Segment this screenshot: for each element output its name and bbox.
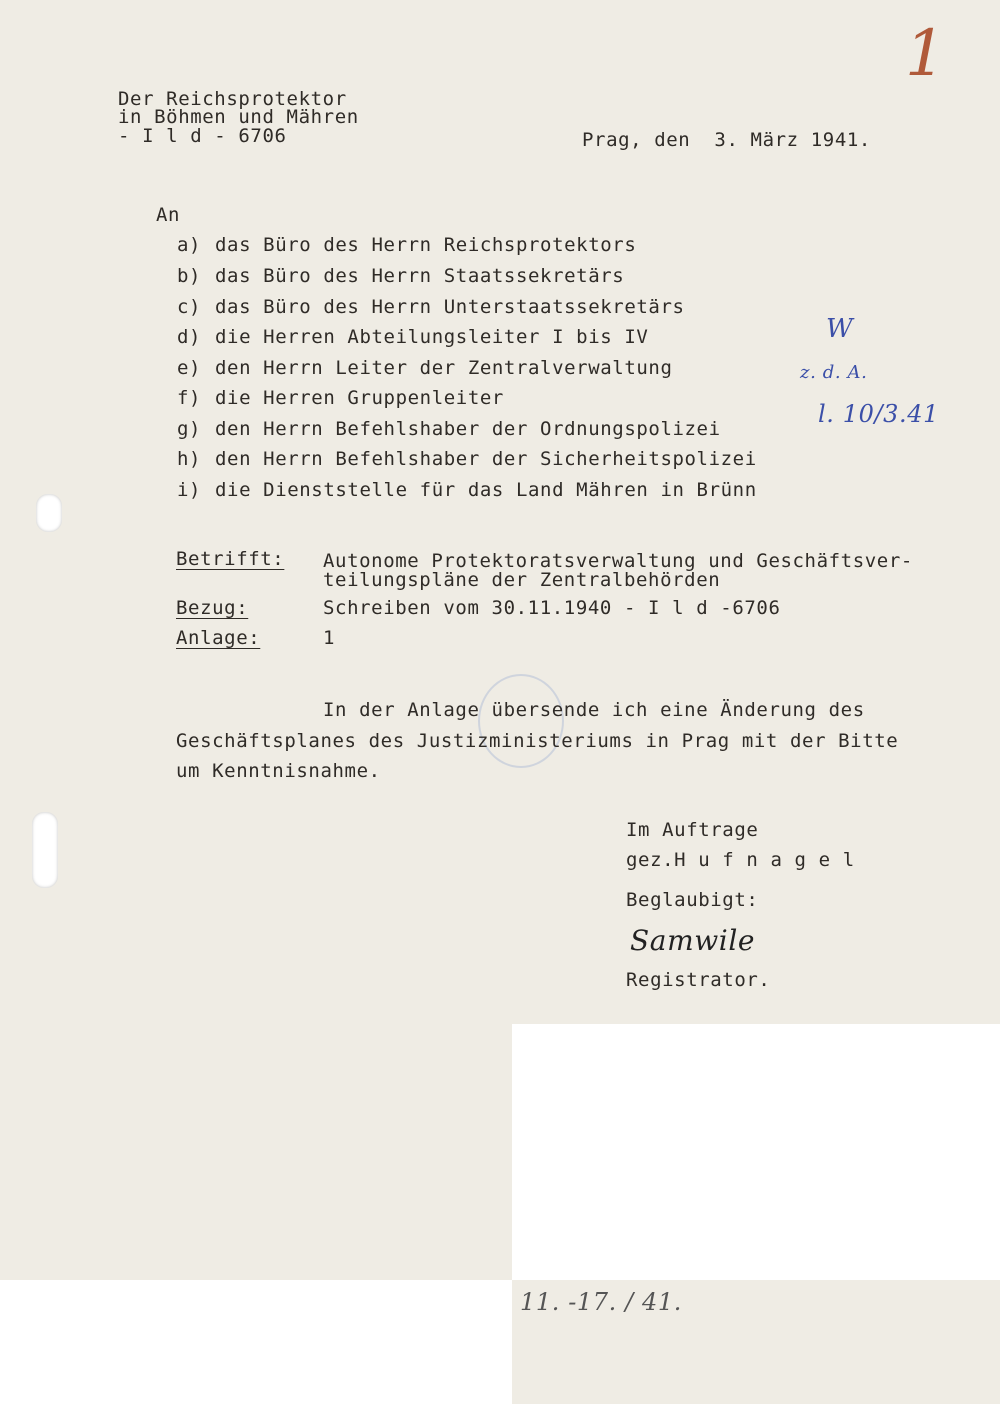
addressee-label: d) — [177, 326, 202, 348]
handwritten-signature: Samwile — [630, 924, 756, 957]
addressee-text: die Herren Abteilungsleiter I bis IV — [215, 326, 649, 348]
body-line-3: um Kenntnisnahme. — [176, 760, 381, 782]
addressee-text: den Herrn Befehlshaber der Sicherheitspolizei — [215, 448, 757, 470]
addressee-label: c) — [177, 296, 202, 318]
place-date: Prag, den 3. März 1941. — [582, 129, 871, 151]
addressee-intro: An — [156, 204, 181, 226]
subject-line-2: teilungspläne der Zentralbehörden — [323, 569, 721, 591]
addressee-label: f) — [177, 387, 202, 409]
body-line-1: In der Anlage übersende ich eine Änderung des — [323, 699, 865, 721]
addressee-text: die Dienststelle für das Land Mähren in Brünn — [215, 479, 757, 501]
margin-note-initials: W — [826, 314, 854, 344]
sender-line-2: in Böhmen und Mähren — [118, 106, 359, 128]
margin-note-date: l. 10/3.41 — [818, 400, 939, 428]
addressee-label: h) — [177, 448, 202, 470]
addressee-text: die Herren Gruppenleiter — [215, 387, 504, 409]
faint-stamp — [478, 674, 564, 768]
closing-registrator: Registrator. — [626, 969, 771, 991]
addressee-label: i) — [177, 479, 202, 501]
closing-signed-name: gez.H u f n a g e l — [626, 849, 855, 871]
margin-note-file-instruction: z. d. A. — [800, 362, 868, 383]
punch-hole-lower — [32, 812, 58, 888]
enclosure-value: 1 — [323, 627, 336, 649]
addressee-text: den Herrn Leiter der Zentralverwaltung — [215, 357, 673, 379]
page-number-mark: 1 — [905, 17, 947, 91]
closing-beglaubigt: Beglaubigt: — [626, 889, 759, 911]
addressee-text: das Büro des Herrn Reichsprotektors — [215, 234, 637, 256]
addressee-label: a) — [177, 234, 202, 256]
closing-im-auftrage: Im Auftrage — [626, 819, 759, 841]
enclosure-label: Anlage: — [176, 627, 261, 649]
addressee-text: das Büro des Herrn Unterstaatssekretärs — [215, 296, 685, 318]
reference-label: Bezug: — [176, 597, 249, 619]
subject-label: Betrifft: — [176, 548, 285, 570]
addressee-text: das Büro des Herrn Staatssekretärs — [215, 265, 625, 287]
reference-number: - I l d - 6706 — [118, 125, 287, 147]
addressee-label: e) — [177, 357, 202, 379]
blank-overlay-left — [0, 1280, 512, 1404]
body-line-2: Geschäftsplanes des Justizministeriums in Prag mit der Bitte — [176, 730, 899, 752]
addressee-text: den Herrn Befehlshaber der Ordnungspolizei — [215, 418, 721, 440]
sender-line-1: Der Reichsprotektor — [118, 88, 347, 110]
addressee-label: g) — [177, 418, 202, 440]
subject-line-1: Autonome Protektoratsverwaltung und Geschäftsver- — [323, 550, 913, 572]
addressee-label: b) — [177, 265, 202, 287]
bottom-handwritten-note: 11. -17. / 41. — [520, 1288, 682, 1316]
blank-overlay-right — [512, 1024, 1000, 1280]
punch-hole-upper — [36, 494, 62, 532]
reference-value: Schreiben vom 30.11.1940 - I l d -6706 — [323, 597, 781, 619]
